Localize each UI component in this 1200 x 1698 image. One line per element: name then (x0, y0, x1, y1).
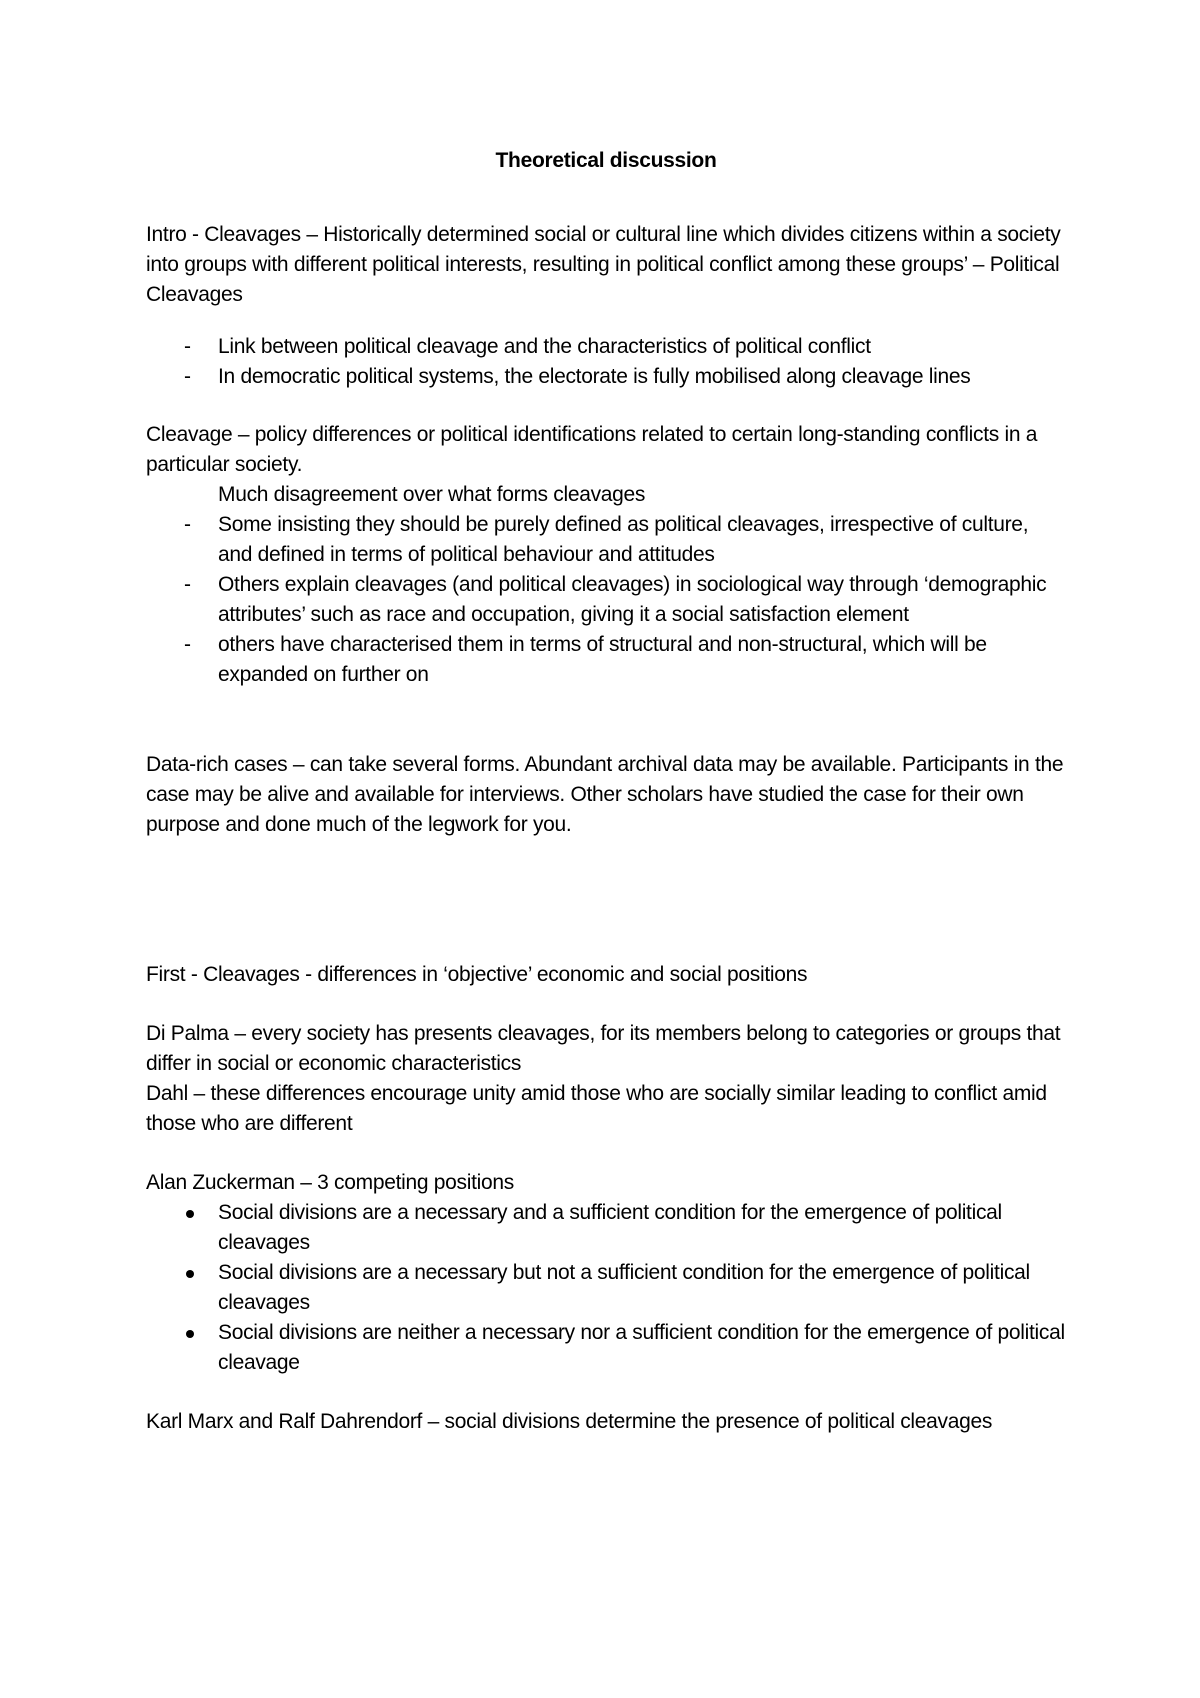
list-item (146, 510, 1066, 570)
dash-marker: - (184, 633, 191, 656)
list-item-text: Link between political cleavage and the characteristics of political conflict (218, 335, 871, 358)
intro-paragraph: Intro - Cleavages – Historically determined social or cultural line which divides citizens within a society into groups with different political interests, resulting in political conflict among these groups’ – Political Cleavages (146, 223, 1061, 306)
spacer (146, 840, 1066, 960)
list-item (146, 362, 1066, 392)
dash-marker: - (184, 365, 191, 388)
list-item (146, 332, 1066, 362)
spacer (146, 310, 1066, 332)
list-item-text: others have characterised them in terms of structural and non-structural, which will be expanded on further on (218, 633, 987, 686)
spacer (146, 206, 1066, 220)
list-item (146, 1258, 1066, 1318)
spacer (146, 1139, 1066, 1168)
list-item (146, 1318, 1066, 1378)
spacer (146, 990, 1066, 1019)
bullet-dot-icon (186, 1330, 194, 1338)
intro-bullet-list (146, 332, 1066, 392)
list-item-text: Social divisions are neither a necessary nor a sufficient condition for the emergence of political cleavage (218, 1321, 1065, 1374)
bullet-dot-icon (186, 1210, 194, 1218)
first-paragraph: First - Cleavages - differences in ‘objective’ economic and social positions (146, 963, 808, 986)
document-body (146, 146, 1066, 1437)
list-item-text: Others explain cleavages (and political cleavages) in sociological way through ‘demographic attributes’ such as race and occupation, giving it a social satisfaction element (218, 573, 1047, 626)
di-palma-paragraph: Di Palma – every society has presents cleavages, for its members belong to categories or groups that differ in social or economic characteristics (146, 1022, 1061, 1075)
cleavage-indented-line: Much disagreement over what forms cleavages (218, 483, 646, 506)
data-rich-paragraph: Data-rich cases – can take several forms. Abundant archival data may be available. Participants in the case may be alive and available for interviews. Other scholars have studied the case for their own purpose and done much of the legwork for you. (146, 753, 1064, 836)
list-item (146, 1198, 1066, 1258)
list-item-text: Some insisting they should be purely defined as political cleavages, irrespective of culture, and defined in terms of political behaviour and attitudes (218, 513, 1029, 566)
spacer (146, 1378, 1066, 1407)
zuckerman-heading: Alan Zuckerman – 3 competing positions (146, 1171, 514, 1194)
dash-marker: - (184, 573, 191, 596)
dahl-paragraph: Dahl – these differences encourage unity amid those who are socially similar leading to conflict amid those who are different (146, 1082, 1047, 1135)
list-item (146, 570, 1066, 630)
dash-marker: - (184, 513, 191, 536)
zuckerman-bullet-list (146, 1198, 1066, 1378)
cleavage-bullet-list (146, 510, 1066, 690)
list-item-text: In democratic political systems, the electorate is fully mobilised along cleavage lines (218, 365, 971, 388)
spacer (146, 392, 1066, 420)
list-item-text: Social divisions are a necessary but not a sufficient condition for the emergence of political cleavages (218, 1261, 1030, 1314)
list-item (146, 630, 1066, 690)
spacer (146, 176, 1066, 206)
marx-paragraph: Karl Marx and Ralf Dahrendorf – social divisions determine the presence of political cleavages (146, 1410, 993, 1433)
dash-marker: - (184, 335, 191, 358)
document-title: Theoretical discussion (495, 149, 717, 172)
list-item-text: Social divisions are a necessary and a sufficient condition for the emergence of political cleavages (218, 1201, 1002, 1254)
bullet-dot-icon (186, 1270, 194, 1278)
cleavage-paragraph: Cleavage – policy differences or political identifications related to certain long-standing conflicts in a particular society. (146, 423, 1038, 476)
spacer (146, 690, 1066, 750)
